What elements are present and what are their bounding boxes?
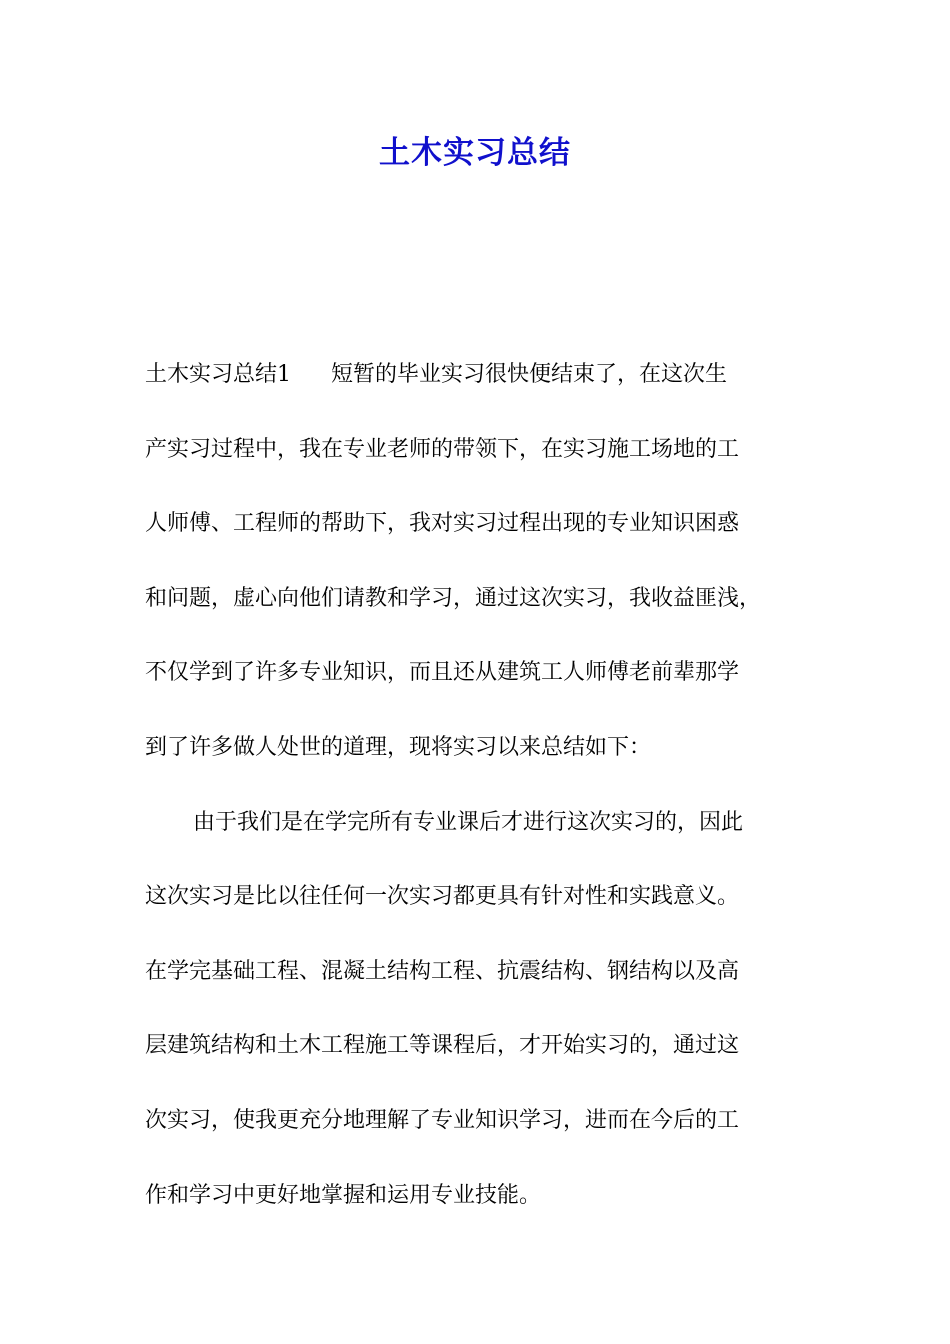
document-body [145,338,825,1233]
text-line: 产实习过程中，我在专业老师的带领下，在实习施工场地的工 [145,436,740,462]
document-title: 土木实习总结 [379,135,571,171]
text-line: 层建筑结构和土木工程施工等课程后，才开始实习的，通过这 [145,1033,740,1059]
text-line: 在学完基础工程、混凝土结构工程、抗震结构、钢结构以及高 [145,958,740,984]
line-text: 由于我们是在学完所有专业课后才进行这次实习的，因此 [193,809,744,835]
line-text: 短暂的毕业实习很快便结束了，在这次生 [331,362,728,387]
text-line: 这次实习是比以往任何一次实习都更具有针对性和实践意义。 [145,884,740,910]
text-line: 到了许多做人处世的道理，现将实习以来总结如下： [145,734,652,760]
text-line: 和问题，虚心向他们请教和学习，通过这次实习，我收益匪浅， [145,585,762,611]
text-line: 次实习，使我更充分地理解了专业知识学习，进而在今后的工 [145,1107,740,1133]
text-line [145,338,825,413]
text-line: 人师傅、工程师的帮助下，我对实习过程出现的专业知识困惑 [145,511,740,537]
text-line: 作和学习中更好地掌握和运用专业技能。 [145,1182,542,1208]
section-heading: 土木实习总结1 [145,362,291,387]
text-line: 不仅学到了许多专业知识，而且还从建筑工人师傅老前辈那学 [145,660,740,686]
text-line [145,786,825,861]
